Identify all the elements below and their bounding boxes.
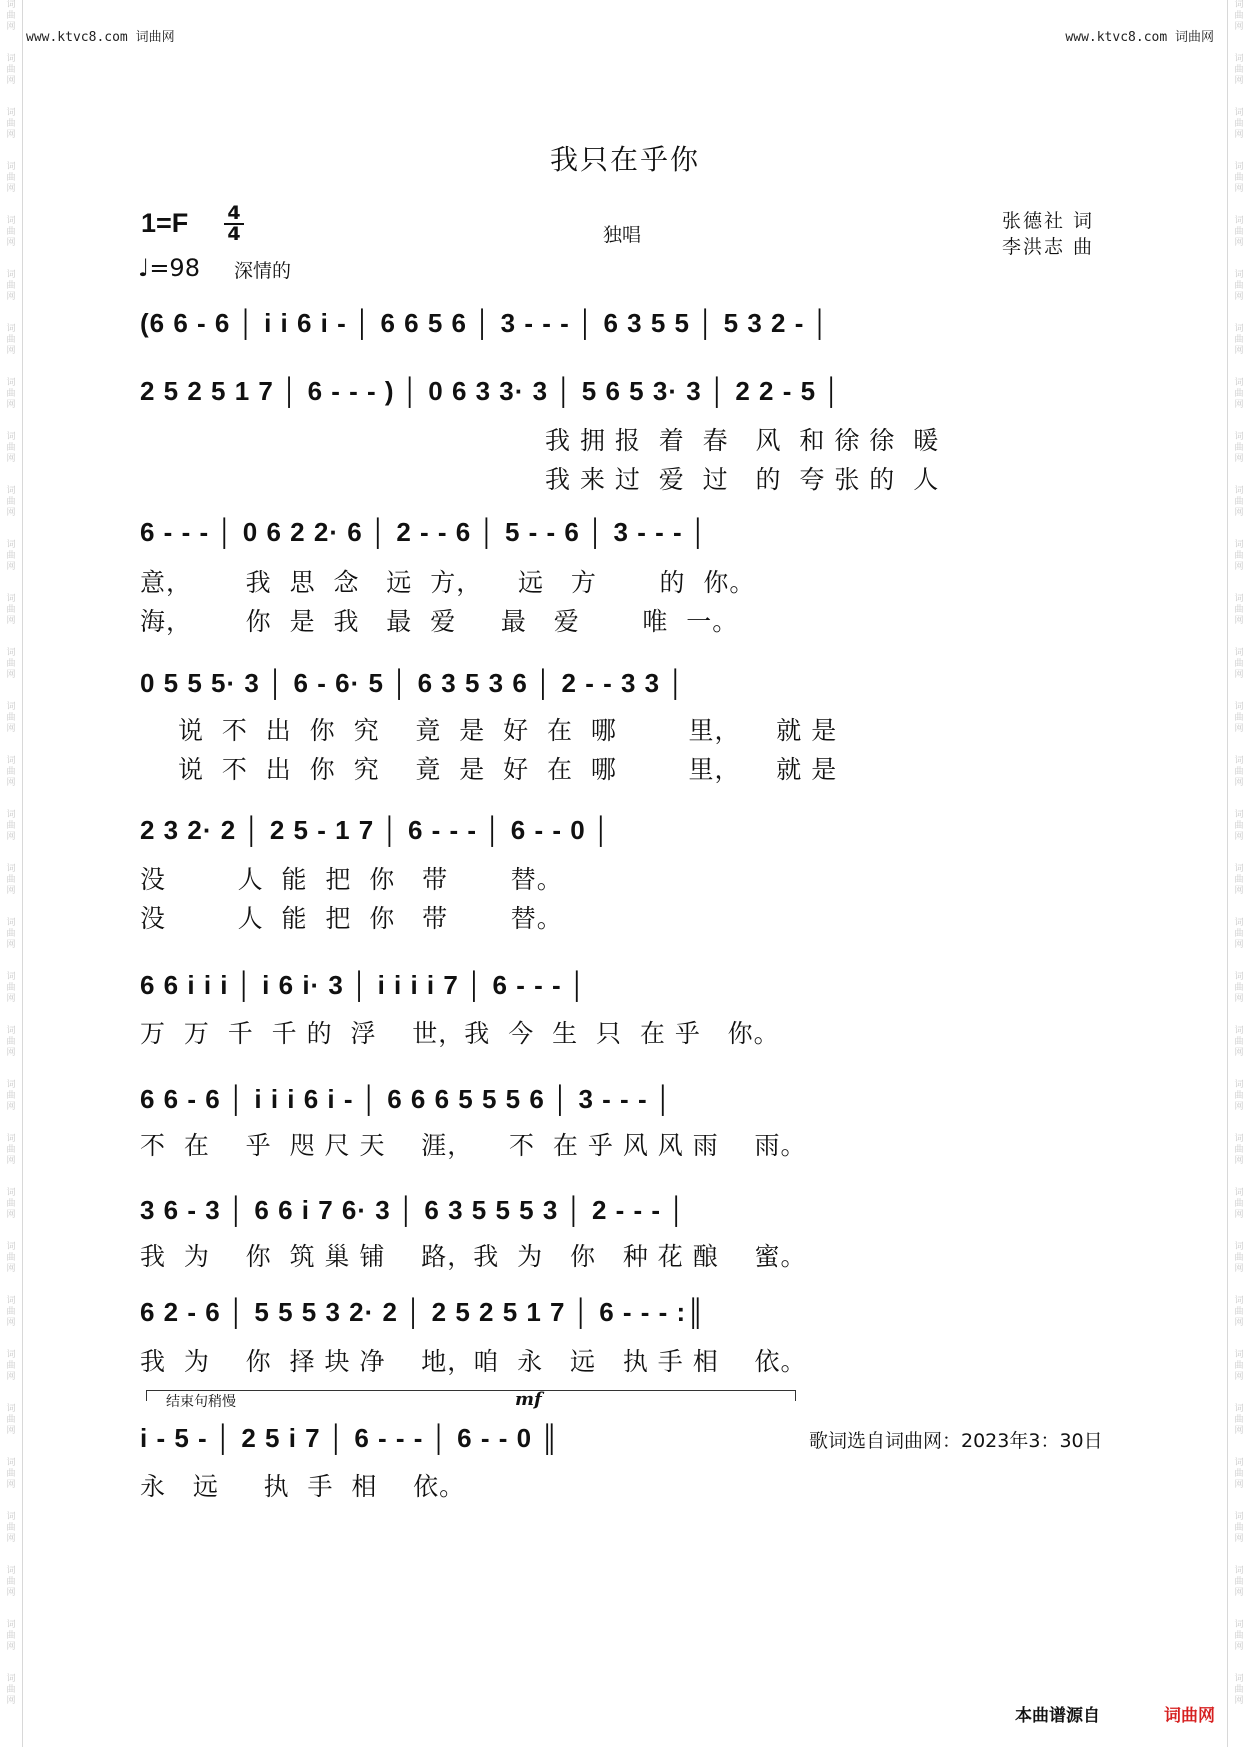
key-signature: 1=F bbox=[141, 208, 189, 238]
watermark-right: 词 曲 网 词 曲 网 词 曲 网 词 曲 网 词 曲 网 词 曲 网 词 曲 网 词 曲 网 词 曲 网 词 曲 网 词 曲 网 词 曲 网 词 曲 网 词 曲 网 词 曲 网 词 曲 网 词 曲 网 词 曲 网 词 曲 网 词 曲 网 词 曲 网 词 曲 网 词 曲 网 词 曲 网 词 曲 网 词 曲 网 词 曲 网 词 曲 网 词 曲 网 词 曲 网 词 曲 网 词 曲 网 bbox=[1234, 0, 1244, 1706]
lyric-line: 没 人 能 把 你 带 替。 bbox=[140, 904, 563, 933]
score-line: 0 5 5 5· 3 │ 6 - 6· 5 │ 6 3 5 3 6 │ 2 - - 3 3 │ bbox=[140, 668, 686, 698]
song-title: 我只在乎你 bbox=[549, 143, 700, 176]
score-line: 6 6 i i i │ i 6 i· 3 │ i i i i 7 │ 6 - - - │ bbox=[140, 970, 588, 1000]
score-line: 2 3 2· 2 │ 2 5 - 1 7 │ 6 - - - │ 6 - - 0 │ bbox=[140, 815, 612, 845]
lyric-line: 意， 我 思 念 远 方， 远 方 的 你。 bbox=[140, 568, 756, 597]
performance-style: 独唱 bbox=[603, 224, 642, 246]
ending-bracket bbox=[146, 1390, 796, 1401]
lyric-line: 海， 你 是 我 最 爱 最 爱 唯 一。 bbox=[140, 607, 739, 636]
margin-line-left bbox=[22, 0, 23, 1747]
score-line: 6 - - - │ 0 6 2 2· 6 │ 2 - - 6 │ 5 - - 6 │ 3 - - - │ bbox=[140, 517, 709, 547]
composer-credit: 李洪志 曲 bbox=[1002, 236, 1095, 258]
footer-label: 本曲谱源自 bbox=[1015, 1706, 1100, 1726]
lyric-line: 我 来 过 爱 过 的 夸 张 的 人 bbox=[545, 465, 940, 494]
score-line: 6 2 - 6 │ 5 5 5 3 2· 2 │ 2 5 2 5 1 7 │ 6 - - - :║ bbox=[140, 1297, 706, 1327]
lyric-line: 我 拥 报 着 春 风 和 徐 徐 暖 bbox=[545, 426, 940, 455]
site-url-right[interactable]: www.ktvc8.com 词曲网 bbox=[1065, 30, 1214, 45]
lyric-line: 说 不 出 你 究 竟 是 好 在 哪 里， 就 是 bbox=[178, 716, 838, 745]
tempo-marking: ♩=98 bbox=[138, 254, 200, 282]
lyric-line: 不 在 乎 咫 尺 天 涯， 不 在 乎 风 风 雨 雨。 bbox=[140, 1131, 807, 1160]
ending-note: 结束句稍慢 bbox=[166, 1394, 236, 1410]
score-line: 6 6 - 6 │ i i i 6 i - │ 6 6 6 5 5 5 6 │ 3 - - - │ bbox=[140, 1084, 674, 1114]
time-signature bbox=[224, 204, 244, 244]
lyric-line: 永 远 执 手 相 依。 bbox=[140, 1472, 466, 1501]
score-line: (6 6 - 6 │ i i 6 i - │ 6 6 5 6 │ 3 - - - │ 6 3 5 5 │ 5 3 2 - │ bbox=[140, 308, 830, 338]
footer-site-link[interactable]: 词曲网 bbox=[1164, 1706, 1215, 1726]
lyric-line: 我 为 你 筑 巢 铺 路，我 为 你 种 花 酿 蜜。 bbox=[140, 1242, 807, 1271]
source-note: 歌词选自词曲网：2023年3：30日 bbox=[809, 1430, 1103, 1452]
lyricist-credit: 张德社 词 bbox=[1002, 210, 1095, 232]
lyric-line: 万 万 千 千 的 浮 世，我 今 生 只 在 乎 你。 bbox=[140, 1019, 780, 1048]
lyric-line: 我 为 你 择 块 净 地，咱 永 远 执 手 相 依。 bbox=[140, 1347, 807, 1376]
watermark-left: 词 曲 网 词 曲 网 词 曲 网 词 曲 网 词 曲 网 词 曲 网 词 曲 网 词 曲 网 词 曲 网 词 曲 网 词 曲 网 词 曲 网 词 曲 网 词 曲 网 词 曲 网 词 曲 网 词 曲 网 词 曲 网 词 曲 网 词 曲 网 词 曲 网 词 曲 网 词 曲 网 词 曲 网 词 曲 网 词 曲 网 词 曲 网 词 曲 网 词 曲 网 词 曲 网 词 曲 网 词 曲 网 bbox=[6, 0, 16, 1706]
time-signature-top: 4 bbox=[227, 202, 241, 224]
lyric-line: 说 不 出 你 究 竟 是 好 在 哪 里， 就 是 bbox=[178, 755, 838, 784]
site-url-left[interactable]: www.ktvc8.com 词曲网 bbox=[26, 30, 175, 45]
margin-line-right bbox=[1227, 0, 1228, 1747]
score-line: 3 6 - 3 │ 6 6 i 7 6· 3 │ 6 3 5 5 5 3 │ 2 - - - │ bbox=[140, 1195, 687, 1225]
expression-marking: 深情的 bbox=[234, 260, 292, 282]
score-line: i - 5 - │ 2 5 i 7 │ 6 - - - │ 6 - - 0 ║ bbox=[140, 1423, 560, 1453]
time-signature-bottom: 4 bbox=[224, 223, 244, 244]
lyric-line: 没 人 能 把 你 带 替。 bbox=[140, 865, 563, 894]
score-line: 2 5 2 5 1 7 │ 6 - - - ) │ 0 6 3 3· 3 │ 5 6 5 3· 3 │ 2 2 - 5 │ bbox=[140, 376, 842, 406]
dynamic-marking: mf bbox=[515, 1389, 542, 1410]
